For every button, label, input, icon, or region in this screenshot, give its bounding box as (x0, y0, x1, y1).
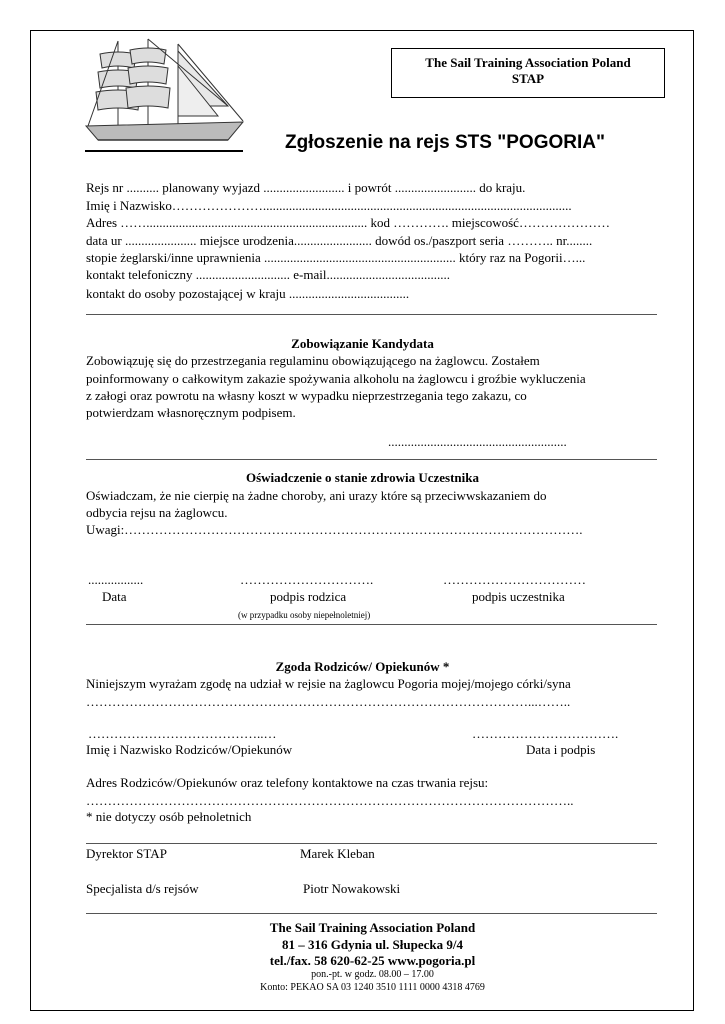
guardian-date-line: ……………………………. (472, 726, 619, 741)
divider (86, 314, 657, 315)
parent-signature-note: (w przypadku osoby niepełnoletniej) (238, 610, 371, 620)
page-title: Zgłoszenie na rejs STS "POGORIA" (285, 132, 605, 153)
commitment-text-2: poinformowany o całkowitym zakazie spożywania alkoholu na żaglowcu i groźbie wykluczenia (86, 371, 586, 386)
footer-hours: pon.-pt. w godz. 08.00 – 17.00 (311, 969, 434, 980)
org-header-box (391, 48, 665, 98)
form-line-qualifications: stopie żeglarski/inne uprawnienia ........................................................... który raz na Pogorii…... (86, 250, 586, 265)
sailing-ship-icon (78, 36, 248, 148)
parent-signature-line: …………………………. (240, 572, 374, 587)
health-remarks: Uwagi:……………………………………………………………………………………………. (86, 522, 583, 537)
guardian-name-label: Imię i Nazwisko Rodziców/Opiekunów (86, 742, 293, 757)
logo-underline (85, 150, 243, 152)
staff-role-specialist: Specjalista d/s rejsów (86, 881, 199, 896)
org-name: The Sail Training Association Poland (425, 55, 631, 70)
health-text-2: odbycia rejsu na żaglowcu. (86, 505, 228, 520)
date-label: Data (102, 589, 127, 604)
footer-address: 81 – 316 Gdynia ul. Słupecka 9/4 (282, 937, 463, 952)
guardian-address-label: Adres Rodziców/Opiekunów oraz telefony kontaktowe na czas trwania rejsu: (86, 775, 489, 790)
footer-bank-account: Konto: PEKAO SA 03 1240 3510 1111 0000 4318 4769 (260, 982, 485, 993)
form-line-birth: data ur ...................... miejsce urodzenia........................ dowód os./paszport seria ……….. nr........ (86, 233, 593, 248)
guardian-name-line: …………………………………..… (88, 726, 277, 741)
health-text-1: Oświadczam, że nie cierpię na żadne choroby, ani urazy które są przeciwwskazaniem do (86, 488, 547, 503)
staff-name-specialist: Piotr Nowakowski (303, 881, 401, 896)
consent-heading: Zgoda Rodziców/ Opiekunów * (275, 659, 450, 674)
guardian-date-label: Data i podpis (526, 742, 596, 757)
staff-role-director: Dyrektor STAP (86, 846, 167, 861)
divider (86, 913, 657, 914)
form-line-trip: Rejs nr .......... planowany wyjazd ......................... i powrót ......................... do kraju. (86, 180, 526, 195)
consent-child-name-line: …………………………………………………………………………………………...…….. (86, 694, 571, 709)
guardian-address-line: ………………………………………………………………………………………………….. (86, 793, 574, 808)
footer-org: The Sail Training Association Poland (269, 920, 476, 935)
commitment-text-3: z załogi oraz powrotu na własny koszt w wypadku nieprzestrzegania tego zakazu, co (86, 388, 527, 403)
participant-signature-line: …………………………… (443, 572, 586, 587)
date-signature-line: ................. (88, 572, 144, 587)
consent-text: Niniejszym wyrażam zgodę na udział w rejsie na żaglowcu Pogoria mojej/mojego córki/syna (86, 676, 571, 691)
commitment-signature-line: ....................................................... (388, 434, 567, 449)
divider (86, 459, 657, 460)
commitment-heading: Zobowiązanie Kandydata (291, 336, 434, 351)
divider (86, 624, 657, 625)
org-acronym: STAP (511, 71, 545, 86)
form-line-name: Imię i Nazwisko…………………............................................................................................... (86, 198, 572, 213)
commitment-text-4: potwierdzam własnoręcznym podpisem. (86, 405, 296, 420)
staff-name-director: Marek Kleban (300, 846, 375, 861)
participant-signature-label: podpis uczestnika (472, 589, 565, 604)
footer-contact: tel./fax. 58 620-62-25 www.pogoria.pl (269, 953, 476, 968)
parent-signature-label: podpis rodzica (270, 589, 347, 604)
form-line-emergency-contact: kontakt do osoby pozostającej w kraju ..................................... (86, 286, 410, 301)
form-line-address: Adres …….................................................................... kod …………. miejscowość………………… (86, 215, 610, 230)
form-line-contact: kontakt telefoniczny ............................. e-mail...................................... (86, 267, 450, 282)
health-heading: Oświadczenie o stanie zdrowia Uczestnika (245, 470, 480, 485)
commitment-text-1: Zobowiązuję się do przestrzegania regulaminu obowiązującego na żaglowcu. Zostałem (86, 353, 540, 368)
footnote: * nie dotyczy osób pełnoletnich (86, 809, 252, 824)
divider (86, 843, 657, 844)
